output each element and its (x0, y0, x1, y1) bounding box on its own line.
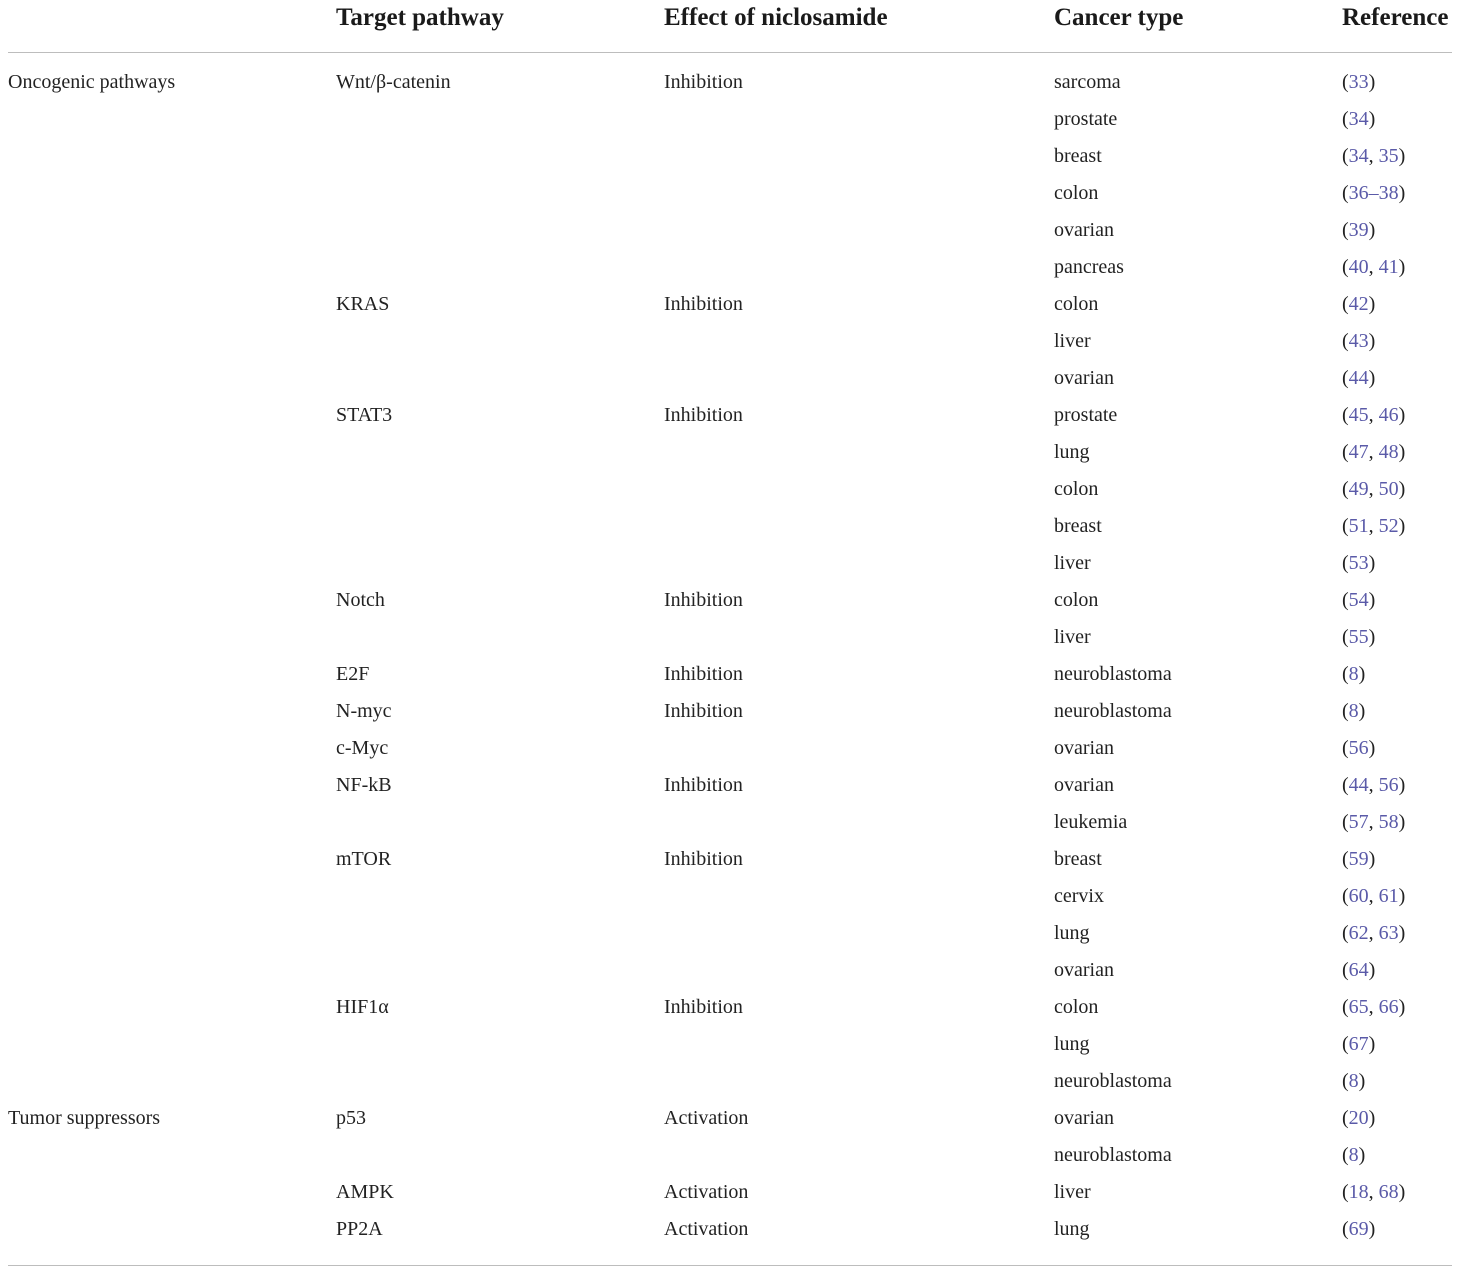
cancer-type-cell: liver (1054, 1181, 1091, 1203)
reference-link[interactable]: 44 (1348, 367, 1369, 389)
reference-cell: (34, 35) (1342, 145, 1406, 167)
table-row (8, 952, 1452, 989)
reference-cell: (20) (1342, 1107, 1376, 1129)
cancer-type-cell: liver (1054, 330, 1091, 352)
effect-cell: Activation (664, 1107, 749, 1129)
reference-cell: (64) (1342, 959, 1376, 981)
effect-cell: Activation (664, 1218, 749, 1240)
cancer-type-cell: neuroblastoma (1054, 1144, 1172, 1166)
cancer-type-cell: lung (1054, 441, 1090, 463)
cancer-type-cell: lung (1054, 1033, 1090, 1055)
reference-link[interactable]: 67 (1348, 1033, 1369, 1055)
reference-link[interactable]: 61 (1378, 885, 1399, 907)
reference-cell: (53) (1342, 552, 1376, 574)
cancer-type-cell: breast (1054, 848, 1102, 870)
cancer-type-cell: neuroblastoma (1054, 1070, 1172, 1092)
reference-link[interactable]: 35 (1378, 145, 1399, 167)
cancer-type-cell: ovarian (1054, 1107, 1114, 1129)
reference-link[interactable]: 49 (1348, 478, 1369, 500)
cancer-type-cell: ovarian (1054, 959, 1114, 981)
cancer-type-cell: lung (1054, 1218, 1090, 1240)
pathway-cell: mTOR (336, 848, 392, 870)
table-row (8, 212, 1452, 249)
effect-cell: Inhibition (664, 404, 743, 426)
table-row (8, 1063, 1452, 1100)
cancer-type-cell: liver (1054, 626, 1091, 648)
pathway-cell: E2F (336, 663, 370, 685)
reference-cell: (43) (1342, 330, 1376, 352)
reference-link[interactable]: 50 (1378, 478, 1399, 500)
reference-link[interactable]: 57 (1348, 811, 1369, 833)
table-row (8, 1137, 1452, 1174)
effect-cell: Inhibition (664, 71, 743, 93)
pathway-cell: Notch (336, 589, 385, 611)
reference-link[interactable]: 42 (1348, 293, 1369, 315)
reference-link[interactable]: 56 (1378, 774, 1399, 796)
reference-cell: (18, 68) (1342, 1181, 1406, 1203)
pathway-cell: KRAS (336, 293, 390, 315)
reference-link[interactable]: 18 (1348, 1181, 1369, 1203)
reference-link[interactable]: 34 (1348, 145, 1369, 167)
pathway-cell: AMPK (336, 1181, 394, 1203)
cancer-type-cell: ovarian (1054, 737, 1114, 759)
table-row (8, 508, 1452, 545)
reference-link[interactable]: 46 (1378, 404, 1399, 426)
reference-cell: (42) (1342, 293, 1376, 315)
cancer-type-cell: neuroblastoma (1054, 700, 1172, 722)
table-row (8, 804, 1452, 841)
header-effect: Effect of niclosamide (664, 4, 888, 31)
reference-link[interactable]: 62 (1348, 922, 1369, 944)
table-row (8, 619, 1452, 656)
effect-cell: Inhibition (664, 700, 743, 722)
cancer-type-cell: lung (1054, 922, 1090, 944)
effect-cell: Inhibition (664, 589, 743, 611)
reference-cell: (8) (1342, 1070, 1366, 1092)
reference-link[interactable]: 60 (1348, 885, 1369, 907)
reference-cell: (39) (1342, 219, 1376, 241)
niclosamide-table (8, 0, 1452, 1240)
cancer-type-cell: ovarian (1054, 774, 1114, 796)
reference-link[interactable]: 43 (1348, 330, 1369, 352)
category-cell: Tumor suppressors (8, 1107, 161, 1129)
reference-cell: (8) (1342, 700, 1366, 722)
reference-cell: (56) (1342, 737, 1376, 759)
table-row (8, 138, 1452, 175)
reference-cell: (49, 50) (1342, 478, 1406, 500)
reference-cell: (40, 41) (1342, 256, 1406, 278)
reference-cell: (34) (1342, 108, 1376, 130)
reference-link[interactable]: 59 (1348, 848, 1369, 870)
reference-link[interactable]: 52 (1378, 515, 1399, 537)
cancer-type-cell: ovarian (1054, 219, 1114, 241)
reference-cell: (57, 58) (1342, 811, 1406, 833)
reference-link[interactable]: 53 (1348, 552, 1369, 574)
table-row (8, 64, 1452, 101)
effect-cell: Inhibition (664, 996, 743, 1018)
pathway-cell: Wnt/β-catenin (336, 71, 451, 93)
reference-link[interactable]: 55 (1348, 626, 1369, 648)
reference-link[interactable]: 39 (1348, 219, 1369, 241)
reference-cell: (54) (1342, 589, 1376, 611)
reference-link[interactable]: 56 (1348, 737, 1369, 759)
table-row (8, 582, 1452, 619)
table-row (8, 841, 1452, 878)
reference-cell: (62, 63) (1342, 922, 1406, 944)
reference-link[interactable]: 63 (1378, 922, 1399, 944)
reference-cell: (33) (1342, 71, 1376, 93)
reference-link[interactable]: 34 (1348, 108, 1369, 130)
pathway-cell: c-Myc (336, 737, 389, 759)
pathway-cell: HIF1α (336, 996, 389, 1018)
table-row (8, 693, 1452, 730)
reference-link[interactable]: 8 (1348, 1070, 1359, 1092)
effect-cell: Inhibition (664, 774, 743, 796)
pathway-cell: PP2A (336, 1218, 383, 1240)
reference-cell: (67) (1342, 1033, 1376, 1055)
cancer-type-cell: sarcoma (1054, 71, 1121, 93)
reference-link[interactable]: 47 (1348, 441, 1369, 463)
pathway-cell: STAT3 (336, 404, 393, 426)
table-row (8, 878, 1452, 915)
cancer-type-cell: colon (1054, 182, 1099, 204)
reference-link[interactable]: 8 (1348, 1144, 1359, 1166)
table-row (8, 915, 1452, 952)
reference-link[interactable]: 41 (1378, 256, 1399, 278)
cancer-type-cell: prostate (1054, 108, 1118, 130)
effect-cell: Activation (664, 1181, 749, 1203)
table-row (8, 434, 1452, 471)
reference-cell: (44, 56) (1342, 774, 1406, 796)
reference-link[interactable]: 68 (1378, 1181, 1399, 1203)
reference-link[interactable]: 58 (1378, 811, 1399, 833)
table-body (8, 64, 1452, 1248)
reference-link[interactable]: 40 (1348, 256, 1369, 278)
header-cancer-type: Cancer type (1054, 4, 1184, 31)
reference-link[interactable]: 33 (1348, 71, 1369, 93)
reference-link[interactable]: 44 (1348, 774, 1369, 796)
table-row (8, 249, 1452, 286)
table-header (8, 0, 1452, 53)
reference-link[interactable]: 65 (1348, 996, 1369, 1018)
reference-link[interactable]: 8 (1348, 663, 1359, 685)
reference-cell: (36–38) (1342, 182, 1406, 204)
pathway-cell: NF-kB (336, 774, 392, 796)
cancer-type-cell: breast (1054, 145, 1102, 167)
pathway-cell: p53 (336, 1107, 366, 1129)
reference-cell: (47, 48) (1342, 441, 1406, 463)
reference-cell: (44) (1342, 367, 1376, 389)
table-row (8, 656, 1452, 693)
table-row (8, 101, 1452, 138)
table-row (8, 286, 1452, 323)
table-row (8, 1211, 1452, 1248)
reference-link[interactable]: 54 (1348, 589, 1369, 611)
reference-link[interactable]: 45 (1348, 404, 1369, 426)
cancer-type-cell: prostate (1054, 404, 1118, 426)
effect-cell: Inhibition (664, 848, 743, 870)
reference-cell: (69) (1342, 1218, 1376, 1240)
reference-link[interactable]: 69 (1348, 1218, 1369, 1240)
cancer-type-cell: neuroblastoma (1054, 663, 1172, 685)
bottom-rule (8, 1265, 1452, 1266)
table-row (8, 989, 1452, 1026)
reference-cell: (8) (1342, 1144, 1366, 1166)
reference-link[interactable]: 64 (1348, 959, 1369, 981)
effect-cell: Inhibition (664, 663, 743, 685)
table-row (8, 1100, 1452, 1137)
table-row (8, 767, 1452, 804)
table-row (8, 323, 1452, 360)
reference-cell: (60, 61) (1342, 885, 1406, 907)
cancer-type-cell: colon (1054, 293, 1099, 315)
reference-link[interactable]: 48 (1378, 441, 1399, 463)
table-row (8, 1174, 1452, 1211)
cancer-type-cell: liver (1054, 552, 1091, 574)
table-row (8, 175, 1452, 212)
cancer-type-cell: colon (1054, 996, 1099, 1018)
reference-link[interactable]: 66 (1378, 996, 1399, 1018)
header-target-pathway: Target pathway (336, 4, 504, 31)
reference-link[interactable]: 8 (1348, 700, 1359, 722)
table-row (8, 545, 1452, 582)
cancer-type-cell: ovarian (1054, 367, 1114, 389)
reference-link[interactable]: 36–38 (1348, 182, 1399, 204)
table-row (8, 471, 1452, 508)
reference-cell: (65, 66) (1342, 996, 1406, 1018)
category-cell: Oncogenic pathways (8, 71, 176, 93)
cancer-type-cell: breast (1054, 515, 1102, 537)
cancer-type-cell: cervix (1054, 885, 1104, 907)
reference-cell: (45, 46) (1342, 404, 1406, 426)
cancer-type-cell: leukemia (1054, 811, 1128, 833)
table-row (8, 397, 1452, 434)
table-row (8, 360, 1452, 397)
table-row (8, 1026, 1452, 1063)
effect-cell: Inhibition (664, 293, 743, 315)
reference-cell: (51, 52) (1342, 515, 1406, 537)
reference-cell: (59) (1342, 848, 1376, 870)
cancer-type-cell: colon (1054, 478, 1099, 500)
cancer-type-cell: colon (1054, 589, 1099, 611)
reference-link[interactable]: 20 (1348, 1107, 1369, 1129)
reference-cell: (55) (1342, 626, 1376, 648)
reference-link[interactable]: 51 (1348, 515, 1369, 537)
reference-cell: (8) (1342, 663, 1366, 685)
pathway-cell: N-myc (336, 700, 392, 722)
cancer-type-cell: pancreas (1054, 256, 1124, 278)
header-reference: Reference (1342, 4, 1449, 31)
table-row (8, 730, 1452, 767)
